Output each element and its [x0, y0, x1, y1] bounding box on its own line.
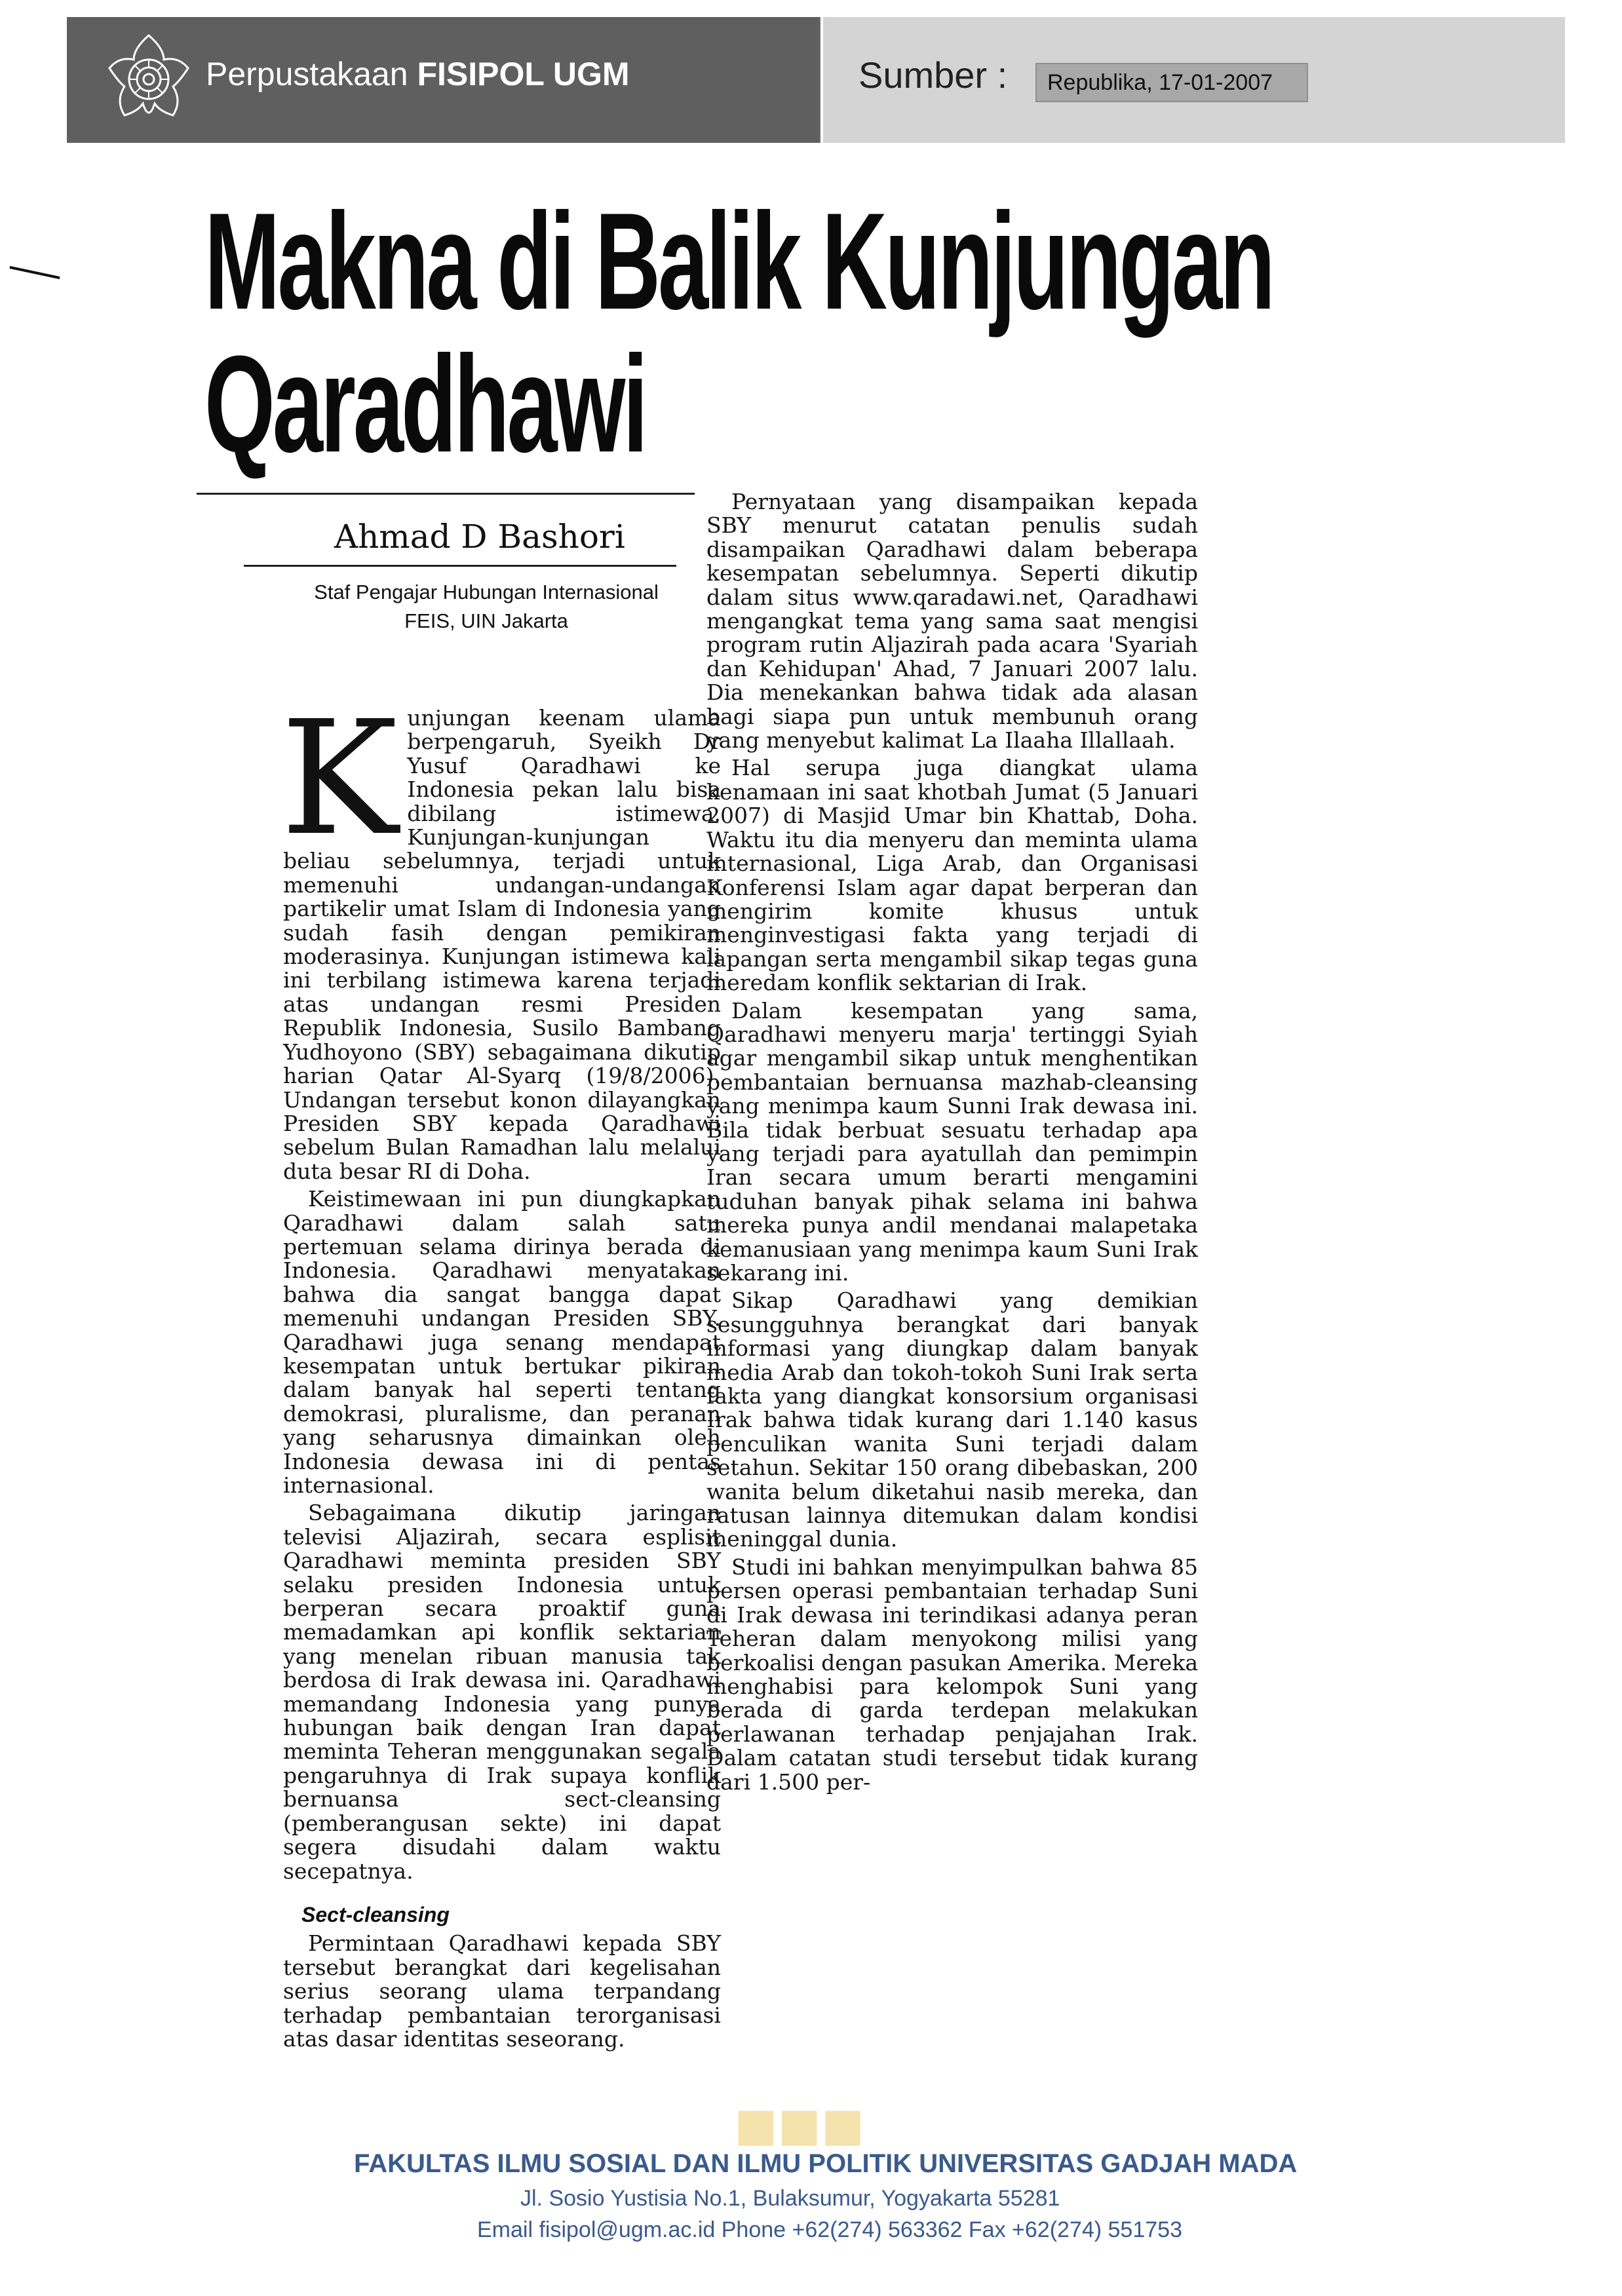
- author-affiliation: [283, 578, 689, 636]
- title-line-1: Makna di Balik Kunjungan: [204, 184, 1273, 338]
- paragraph: Studi ini bahkan menyimpulkan bahwa 85 persen operasi pembantaian terhadap Suni di Irak dewasa ini terindikasi adanya peran Teheran dalam menyokong milisi yang berkoalisi dengan pasukan Amerika. Mereka menghabisi para kelompok Suni yang berada di garda terdepan melakukan perlawanan terhadap penjajahan Irak. Dalam catatan studi tersebut tidak kurang dari 1.500 per-: [706, 1554, 1198, 1795]
- footer-address: Jl. Sosio Yustisia No.1, Bulaksumur, Yogyakarta 55281: [520, 2186, 1060, 2211]
- paragraph: Keistimewaan ini pun diungkapkan Qaradhawi dalam salah satu pertemuan selama dirinya berada di Indonesia. Qaradhawi menyatakan bahwa dia sangat bangga dapat memenuhi undangan Presiden SBY. Qaradhawi juga senang mendapat kesempatan untuk bertukar pikiran dalam banyak hal seperti tentang demokrasi, pluralisme, dan peranan yang seharusnya dimainkan oleh Indonesia dewasa ini di pentas internasional.: [283, 1186, 721, 1498]
- source-box: [1035, 63, 1308, 102]
- paragraph: [280, 687, 721, 1184]
- column-left: [280, 687, 721, 2055]
- paragraph: Dalam kesempatan yang sama, Qaradhawi menyeru marja' tertinggi Syiah agar mengambil sikap untuk menghentikan pembantaian bernuansa mazhab-cleansing yang menimpa kaum Sunni Irak dewasa ini. Bila tidak berbuat sesuatu terhadap apa yang terjadi para ayatullah dan pemimpin Iran secara umum berarti mengamini tuduhan banyak pihak selama ini bahwa mereka punya andil mendanai malapetaka kemanusiaan yang menimpa kaum Suni Irak sekarang ini.: [706, 997, 1198, 1286]
- paragraph: Permintaan Qaradhawi kepada SBY tersebut berangkat dari kegelisahan serius seorang ulama terpandang terhadap pembantaian terorganisasi atas dasar identitas seseorang.: [283, 1930, 721, 2052]
- footer-contact: Email fisipol@ugm.ac.id Phone +62(274) 563362 Fax +62(274) 551753: [477, 2217, 1182, 2242]
- affiliation-line-2: FEIS, UIN Jakarta: [404, 609, 568, 632]
- title-line-2: Qaradhawi: [204, 327, 646, 481]
- paragraph: Sebagaimana dikutip jaringan televisi Aljazirah, secara esplisit Qaradhawi meminta presiden SBY selaku presiden Indonesia untuk berperan secara proaktif guna memadamkan api konflik sektarian yang menelan ribuan manusia tak berdosa di Irak dewasa ini. Qaradhawi memandang Indonesia yang punya hubungan baik dengan Iran dapat meminta Teheran menggunakan segala pengaruhnya di Irak supaya konflik bernuansa sect-cleansing (pemberangusan sekte) ini dapat segera disudahi dalam waktu secepatnya.: [283, 1500, 721, 1884]
- column-right: [706, 490, 1198, 1798]
- digilib-watermark: ■■■: [734, 2085, 865, 2166]
- title-rule: [197, 493, 695, 495]
- paragraph: Pernyataan yang disampaikan kepada SBY menurut catatan penulis sudah disampaikan Qaradhawi dalam beberapa kesempatan sebelumnya. Seperti dikutip dalam situs www.qaradawi.net, Qaradhawi mengangkat tema yang sama saat mengisi program rutin Aljazirah pada acara 'Syariah dan Kehidupan' Ahad, 7 Januari 2007 lalu. Dia menekankan bahwa tidak ada alasan bagi siapa pun untuk membunuh orang yang menyebut kalimat La Ilaaha Illallaah.: [706, 489, 1198, 754]
- subheading: Sect-cleansing: [301, 1902, 450, 1926]
- drop-cap: K: [280, 687, 398, 870]
- ugm-seal-icon: [100, 30, 198, 128]
- affiliation-line-1: Staf Pengajar Hubungan Internasional: [314, 581, 659, 603]
- source-panel: [823, 17, 1565, 143]
- footer-institution: FAKULTAS ILMU SOSIAL DAN ILMU POLITIK UNIVERSITAS GADJAH MADA: [354, 2149, 1298, 2178]
- paragraph: Hal serupa juga diangkat ulama kenamaan ini saat khotbah Jumat (5 Januari 2007) di Masjid Umar bin Khattab, Doha. Waktu itu dia menyeru dan meminta ulama internasional, Liga Arab, dan Organisasi Konferensi Islam agar dapat berperan dan mengirim komite khusus untuk menginvestigasi fakta yang terjadi di lapangan serta mengambil sikap tegas guna meredam konflik sektarian di Irak.: [706, 755, 1198, 996]
- source-value: Republika, 17-01-2007: [1047, 70, 1273, 95]
- header-banner: [67, 17, 1565, 143]
- paragraph-text: unjungan keenam ulama berpengaruh, Syeikh Dr Yusuf Qaradhawi ke Indonesia pekan lalu bisa dibilang istimewa. Kunjungan-kunjungan beliau sebelumnya, terjadi untuk memenuhi undangan-undangan partikelir umat Islam di Indonesia yang sudah fasih dengan pemikiran moderasinya. Kunjungan istimewa kali ini terbilang istimewa karena terjadi atas undangan resmi Presiden Republik Indonesia, Susilo Bambang Yudhoyono (SBY) sebagaimana dikutip harian Qatar Al-Syarq (19/8/2006). Undangan tersebut konon dilayangkan Presiden SBY kepada Qaradhawi sebelum Bulan Ramadhan lalu melalui duta besar RI di Doha.: [283, 705, 721, 1184]
- author-rule: [244, 565, 676, 567]
- paragraph: Sikap Qaradhawi yang demikian sesungguhnya berangkat dari banyak informasi yang diungkap dalam banyak media Arab dan tokoh-tokoh Suni Irak serta fakta yang diangkat konsorsium organisasi Irak bahwa tidak kurang dari 1.140 kasus penculikan wanita Suni terjadi dalam setahun. Sekitar 150 orang dibebaskan, 200 wanita belum diketahui nasib mereka, dan ratusan lainnya ditemukan dalam kondisi meninggal dunia.: [706, 1288, 1198, 1552]
- library-panel: [67, 17, 819, 143]
- scan-mark: [9, 266, 60, 279]
- article-title: [204, 184, 1273, 481]
- author-name: Ahmad D Bashori: [334, 518, 625, 556]
- library-brand: [206, 55, 630, 93]
- library-name: FISIPOL UGM: [417, 56, 630, 92]
- library-prefix: Perpustakaan: [206, 56, 408, 92]
- source-label: Sumber :: [859, 54, 1008, 96]
